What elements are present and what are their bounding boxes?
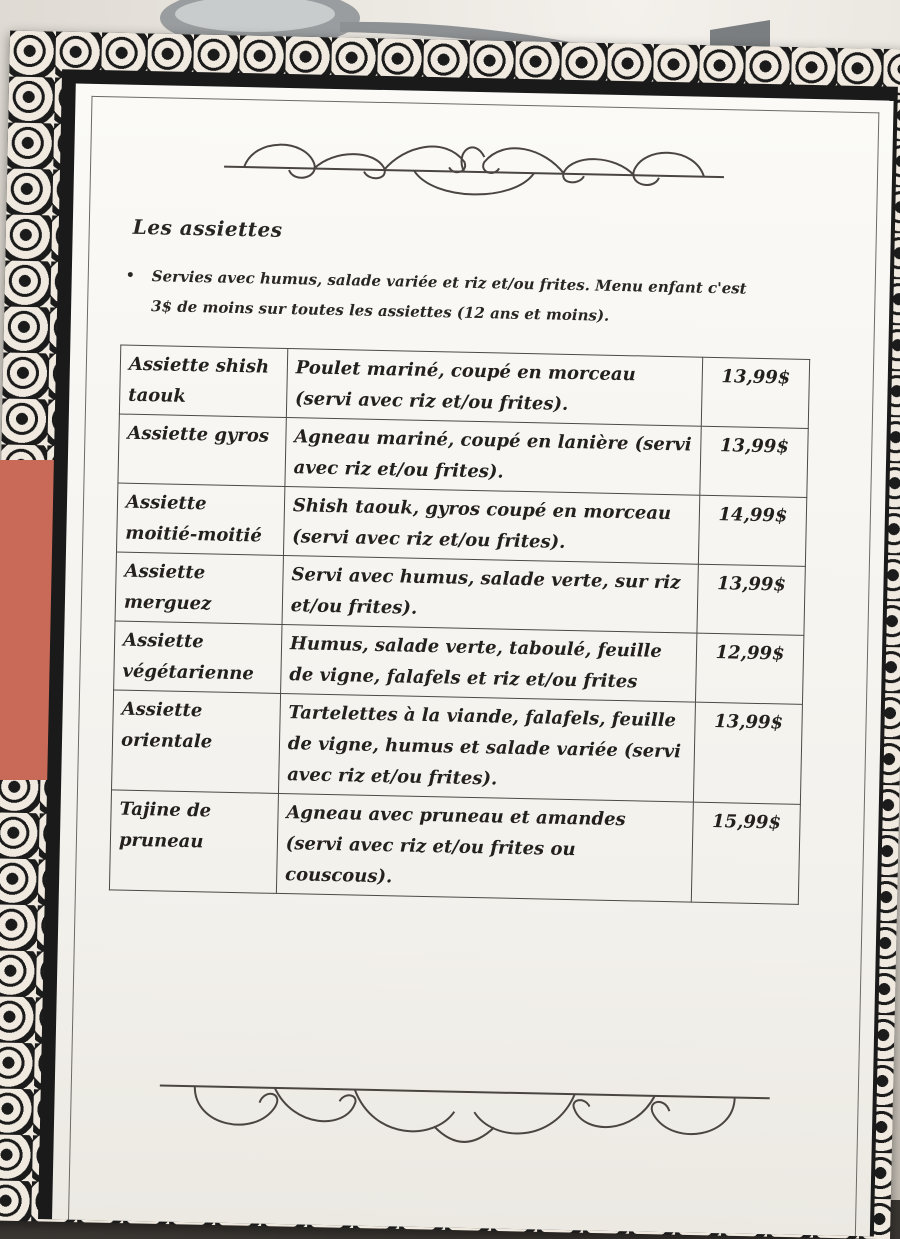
intro-note [125,261,752,334]
bullet-icon: • [125,267,135,284]
menu-row [109,790,800,904]
item-description: Servi avec humus, salade verte, sur riz et/ou frites). [282,555,699,633]
item-description: Tartelettes à la viande, falafels, feuille de vigne, humus et salade variée (servi avec riz et/ou frites). [278,693,695,802]
menu-table [109,345,810,905]
item-name: Assiette végétarienne [114,621,282,693]
item-price: 13,99$ [697,564,805,635]
item-description: Shish taouk, gyros coupé en morceau (servi avec riz et/ou frites). [283,487,700,565]
item-name: Assiette shish taouk [119,345,287,417]
intro-text: Servies avec humus, salade variée et riz et/ou frites. Menu enfant c'est 3$ de moins sur toutes les assiettes (12 ans et moins). [150,267,747,325]
item-price: 13,99$ [701,357,809,428]
item-price: 12,99$ [696,633,804,704]
top-ornament-flourish [213,126,735,217]
menu-row [112,690,803,804]
item-name: Assiette orientale [112,690,281,793]
item-description: Agneau avec pruneau et amandes (servi avec riz et/ou frites ou couscous). [276,793,693,902]
menu-paper [52,84,894,1237]
item-name: Tajine de pruneau [109,790,278,893]
bottom-ornament-flourish [154,1065,776,1158]
item-description: Poulet mariné, coupé en morceau (servi avec riz et/ou frites). [286,349,703,427]
item-description: Humus, salade verte, taboulé, feuille de vigne, falafels et riz et/ou frites [280,624,697,702]
item-name: Assiette merguez [115,552,283,624]
item-name: Assiette gyros [118,414,286,486]
menu-page [38,69,898,1236]
section-title: Les assiettes [132,214,283,242]
item-name: Assiette moitié-moitié [116,483,284,555]
item-price: 13,99$ [693,702,802,804]
item-price: 14,99$ [698,495,806,566]
item-description: Agneau mariné, coupé en lanière (servi avec riz et/ou frites). [285,418,702,496]
item-price: 15,99$ [691,802,800,904]
item-price: 13,99$ [700,426,808,497]
